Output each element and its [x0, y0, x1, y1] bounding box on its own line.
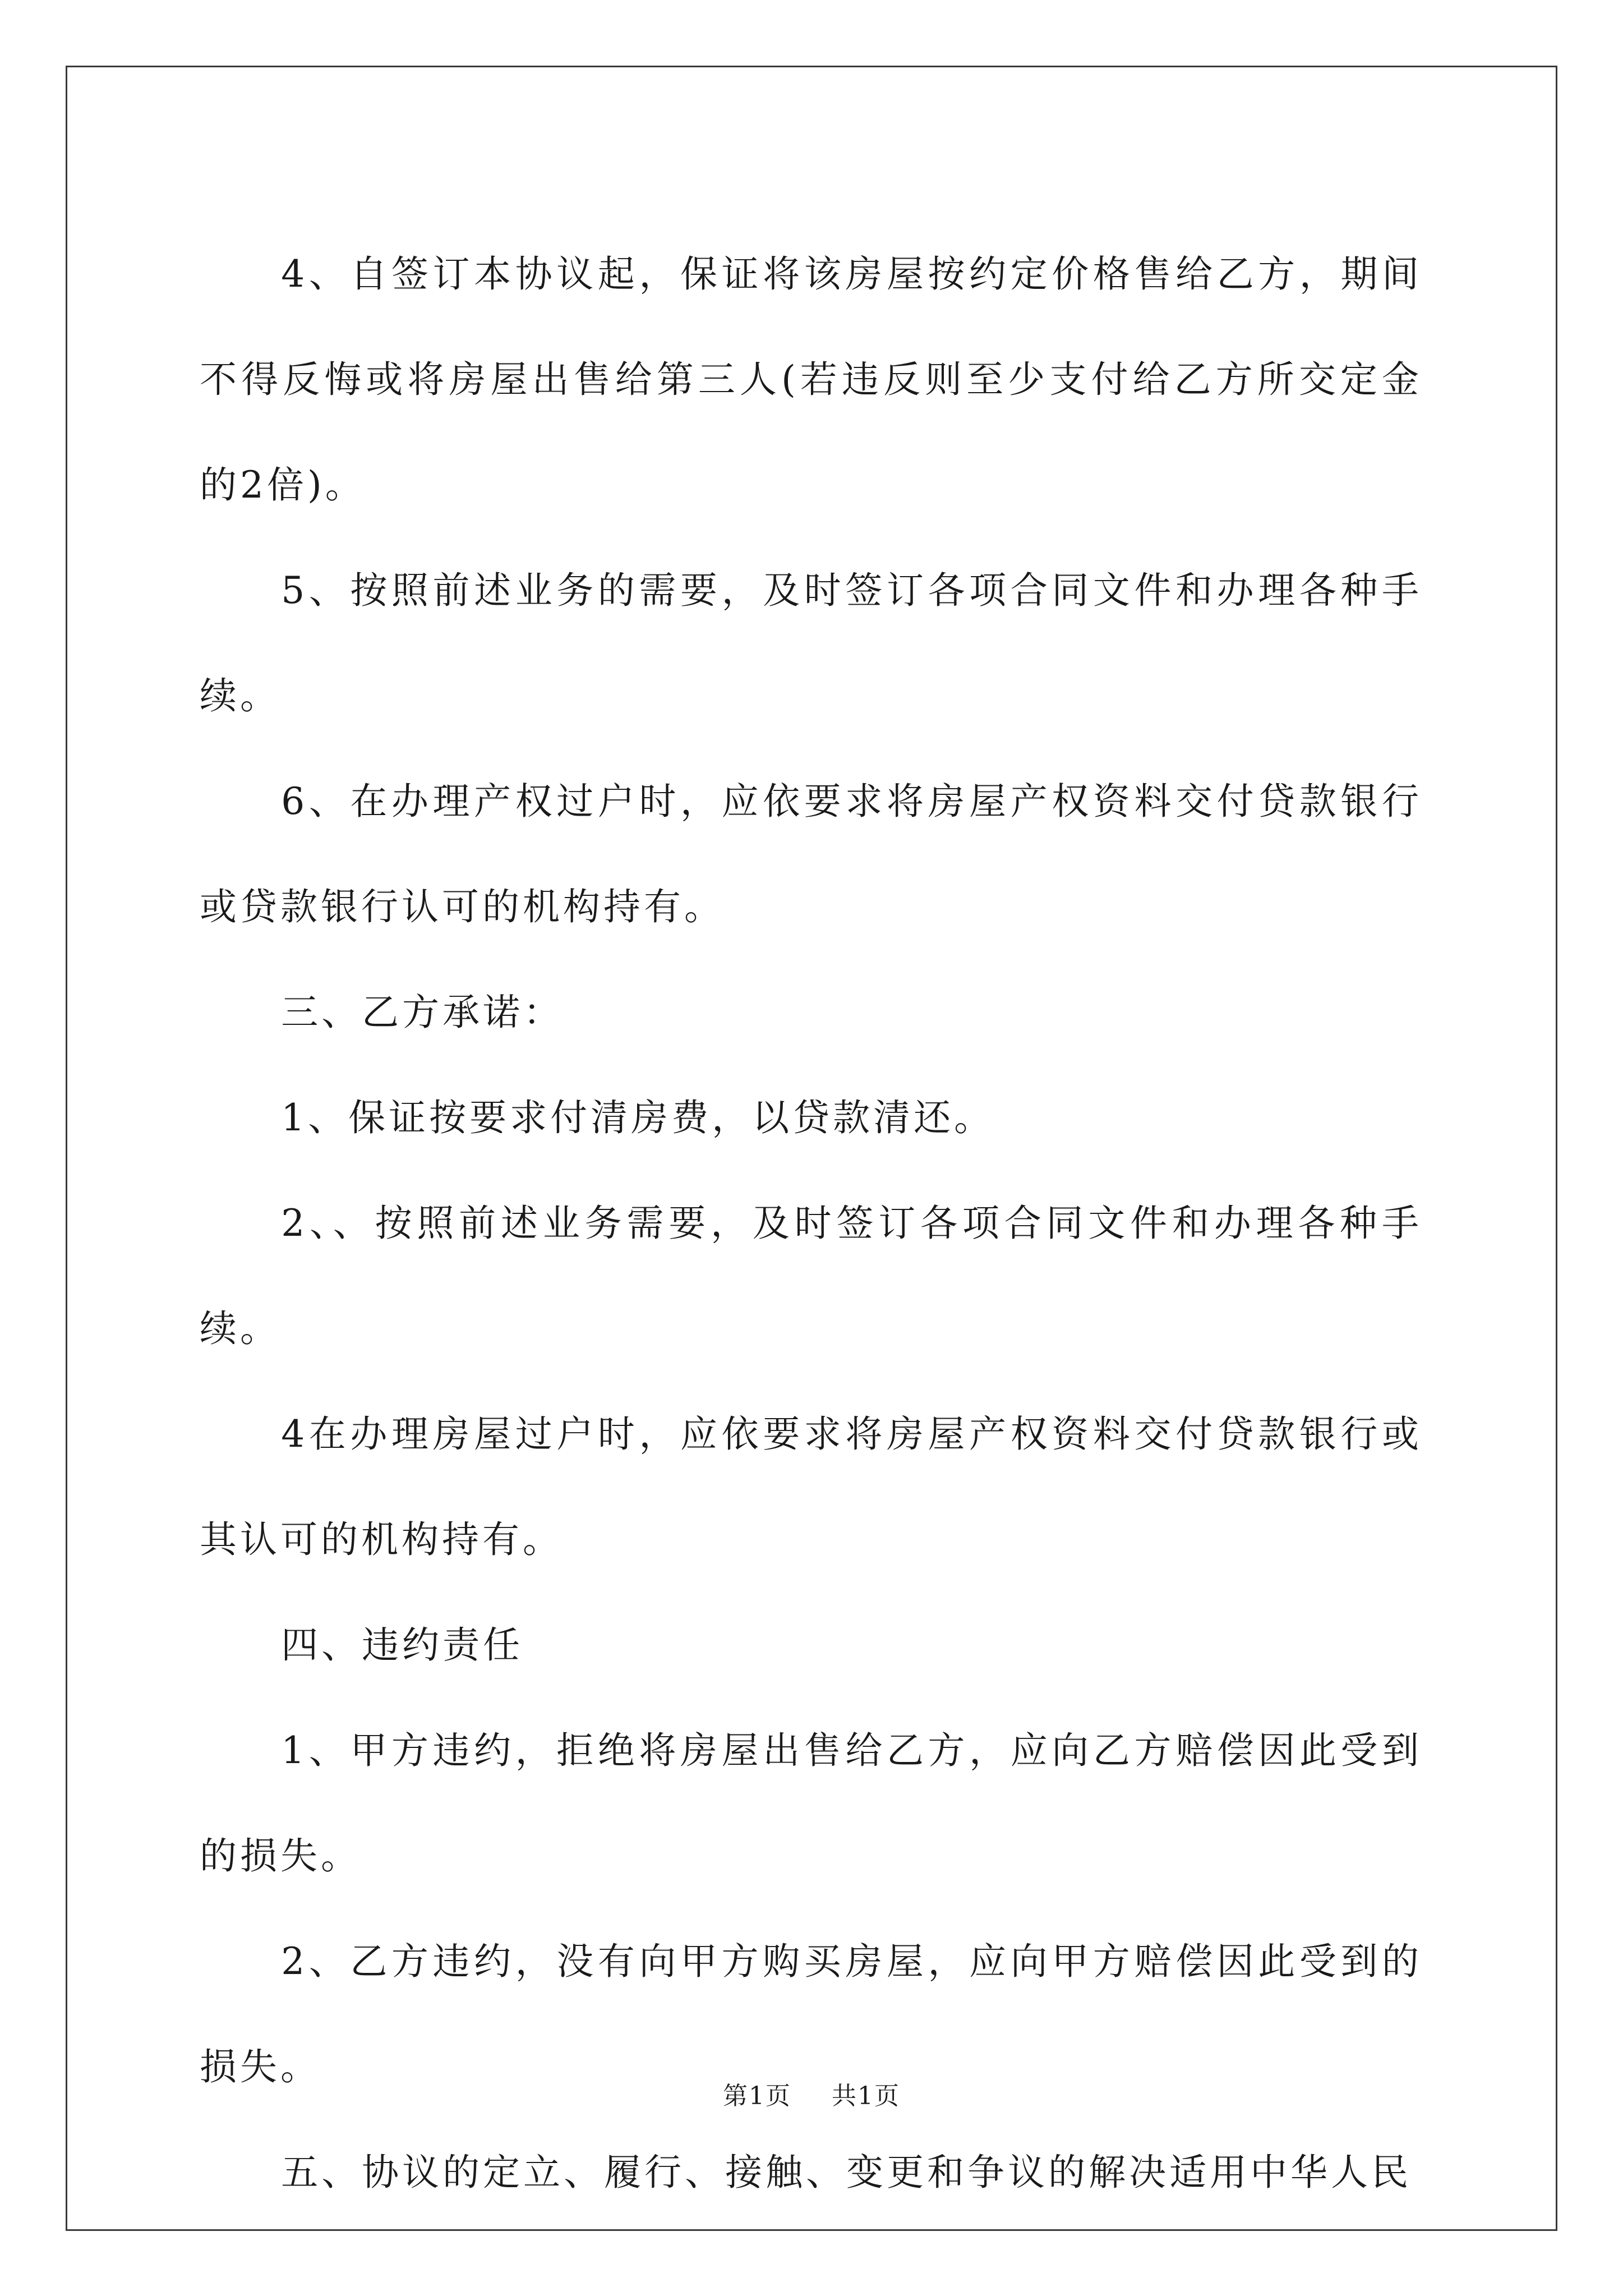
page-number: 第1页 [723, 2082, 791, 2110]
paragraph: 2、、按照前述业务需要，及时签订各项合同文件和办理各种手续。 [200, 1202, 1422, 1350]
paragraph: 5、按照前述业务的需要，及时签订各项合同文件和办理各种手续。 [200, 569, 1422, 717]
paragraph: 2、乙方违约，没有向甲方购买房屋，应向甲方赔偿因此受到的损失。 [200, 1940, 1422, 2088]
paragraph: 4、自签订本协议起，保证将该房屋按约定价格售给乙方，期间不得反悔或将房屋出售给第三人(若违反则至少支付给乙方所交定金的2倍)。 [200, 252, 1422, 507]
paragraph: 五、协议的定立、履行、接触、变更和争议的解决适用中华人民 [281, 2151, 1412, 2194]
paragraph: 6、在办理产权过户时，应依要求将房屋产权资料交付贷款银行或贷款银行认可的机构持有。 [200, 780, 1422, 928]
section-heading: 三、乙方承诺： [281, 991, 564, 1034]
paragraph: 1、甲方违约，拒绝将房屋出售给乙方，应向乙方赔偿因此受到的损失。 [200, 1729, 1422, 1878]
section-heading: 四、违约责任 [281, 1623, 524, 1667]
total-pages: 共1页 [832, 2082, 900, 2110]
page-footer [0, 2076, 1623, 2111]
document-body [200, 222, 1422, 2225]
paragraph: 4在办理房屋过户时，应依要求将房屋产权资料交付贷款银行或其认可的机构持有。 [200, 1412, 1422, 1561]
paragraph: 1、保证按要求付清房费，以贷款清还。 [281, 1096, 995, 1139]
